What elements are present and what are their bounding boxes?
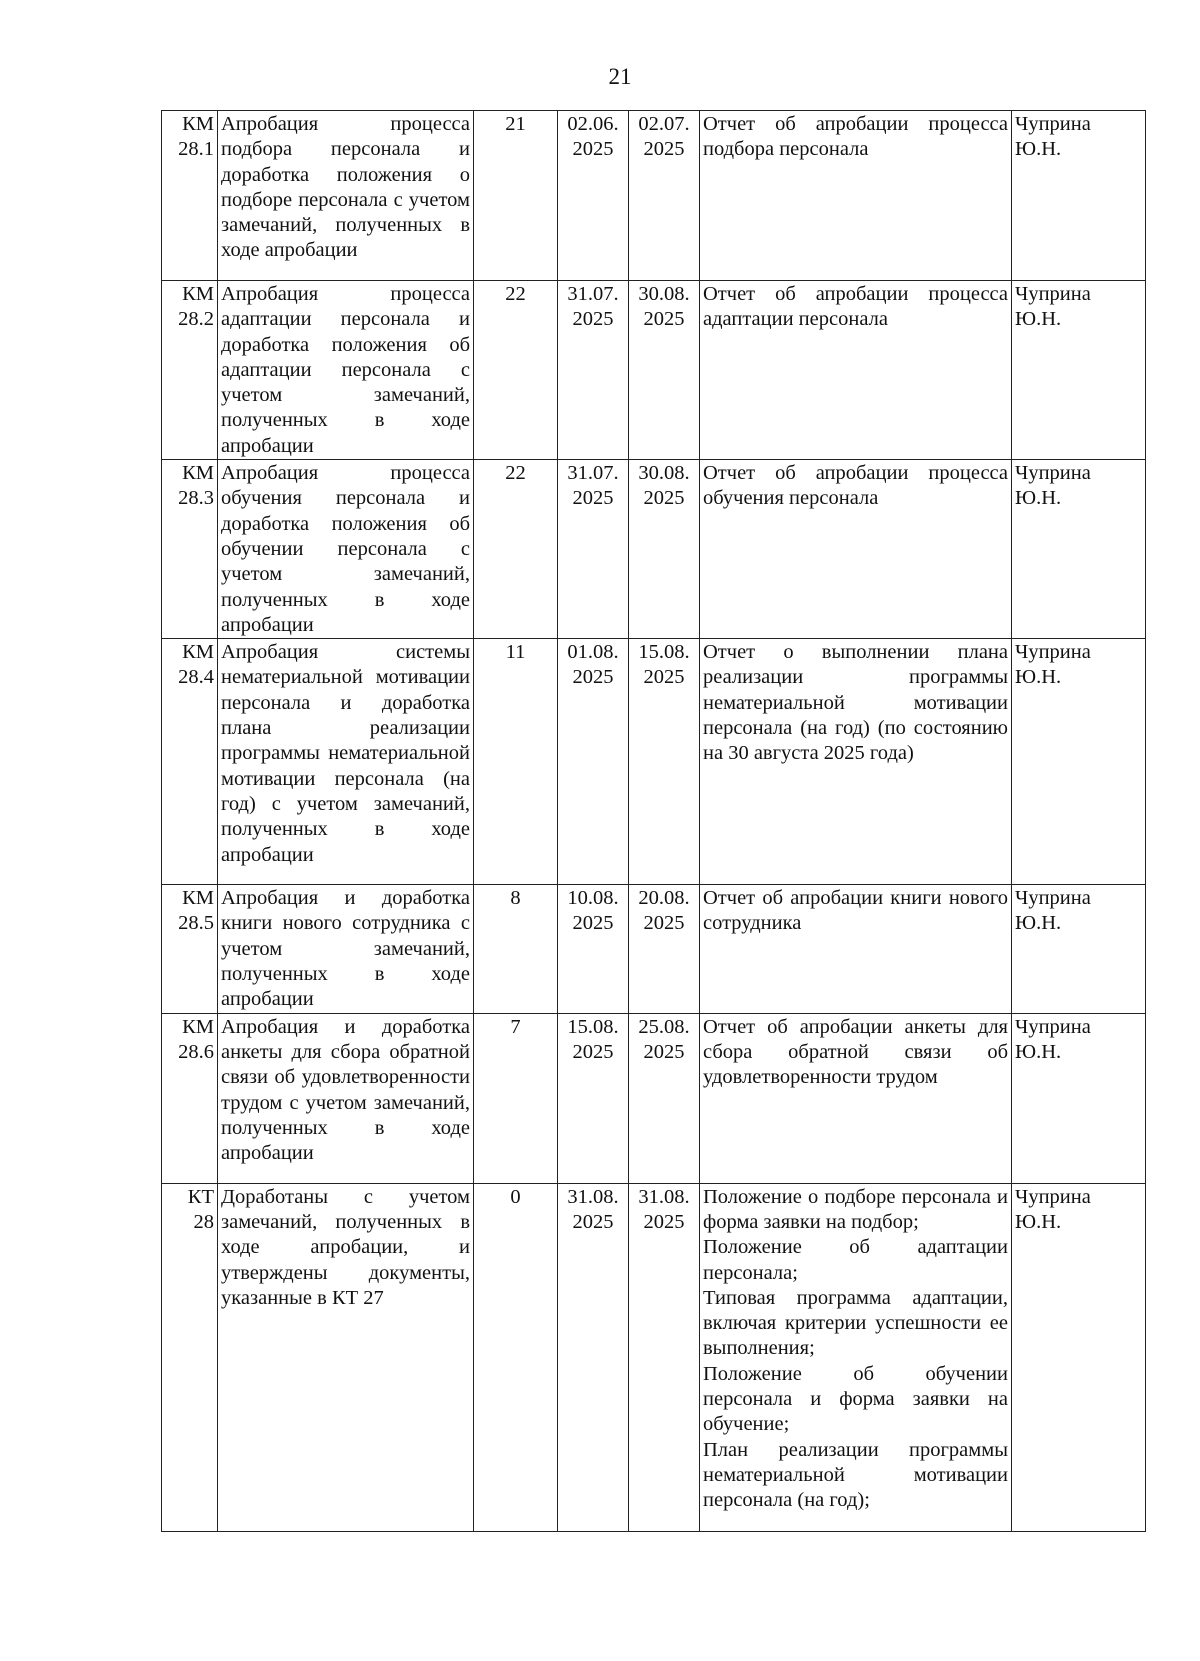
row-result: Отчет об апробации процесса обучения персонала — [700, 460, 1012, 639]
row-code: КМ 28.1 — [162, 111, 218, 281]
row-end-date: 20.08. 2025 — [629, 885, 700, 1013]
row-duration: 7 — [474, 1013, 558, 1183]
row-start-date: 15.08. 2025 — [558, 1013, 629, 1183]
row-end-date: 30.08. 2025 — [629, 460, 700, 639]
row-end-date: 31.08. 2025 — [629, 1183, 700, 1531]
row-result: Отчет об апробации анкеты для сбора обратной связи об удовлетворенности трудом — [700, 1013, 1012, 1183]
row-end-date: 25.08. 2025 — [629, 1013, 700, 1183]
page-number: 21 — [608, 64, 632, 89]
row-result: Отчет о выполнении плана реализации программы нематериальной мотивации персонала (на год) (по состоянию на 30 августа 2025 года) — [700, 639, 1012, 885]
result-document-item: Типовая программа адаптации, включая критерии успешности ее выполнения; — [703, 1286, 1008, 1360]
row-name: Апробация системы нематериальной мотивации персонала и доработка плана реализации программы нематериальной мотивации персонала (на год) с учетом замечаний, полученных в ходе апробации — [218, 639, 474, 885]
row-responsible: Чуприна Ю.Н. — [1012, 1183, 1146, 1531]
row-start-date: 01.08. 2025 — [558, 639, 629, 885]
result-document-item: Положение об обучении персонала и форма заявки на обучение; — [703, 1362, 1008, 1436]
result-document-item: Положение об адаптации персонала; — [703, 1236, 1008, 1284]
row-name: Доработаны с учетом замечаний, полученных в ходе апробации, и утверждены документы, указанные в КТ 27 — [218, 1183, 474, 1531]
result-document-item: Положение о подборе персонала и форма заявки на подбор; — [703, 1185, 1008, 1233]
row-responsible: Чуприна Ю.Н. — [1012, 639, 1146, 885]
row-start-date: 31.08. 2025 — [558, 1183, 629, 1531]
table-row — [162, 281, 1146, 460]
row-name: Апробация и доработка книги нового сотрудника с учетом замечаний, полученных в ходе апробации — [218, 885, 474, 1013]
row-start-date: 31.07. 2025 — [558, 281, 629, 460]
row-code: КМ 28.6 — [162, 1013, 218, 1183]
row-code: КМ 28.2 — [162, 281, 218, 460]
table-row — [162, 111, 1146, 281]
row-responsible: Чуприна Ю.Н. — [1012, 1013, 1146, 1183]
table-row — [162, 885, 1146, 1013]
table-row — [162, 639, 1146, 885]
result-document-item: План реализации программы нематериальной мотивации персонала (на год); — [703, 1438, 1008, 1512]
row-duration: 11 — [474, 639, 558, 885]
row-duration: 21 — [474, 111, 558, 281]
row-responsible: Чуприна Ю.Н. — [1012, 281, 1146, 460]
row-start-date: 02.06. 2025 — [558, 111, 629, 281]
row-end-date: 15.08. 2025 — [629, 639, 700, 885]
row-name: Апробация и доработка анкеты для сбора обратной связи об удовлетворенности трудом с учетом замечаний, полученных в ходе апробации — [218, 1013, 474, 1183]
row-result: Отчет об апробации книги нового сотрудника — [700, 885, 1012, 1013]
row-responsible: Чуприна Ю.Н. — [1012, 111, 1146, 281]
row-responsible: Чуприна Ю.Н. — [1012, 885, 1146, 1013]
row-name: Апробация процесса адаптации персонала и доработка положения об адаптации персонала с учетом замечаний, полученных в ходе апробации — [218, 281, 474, 460]
plan-table — [161, 110, 1146, 1532]
row-name: Апробация процесса обучения персонала и доработка положения об обучении персонала с учетом замечаний, полученных в ходе апробации — [218, 460, 474, 639]
row-duration: 22 — [474, 460, 558, 639]
row-end-date: 30.08. 2025 — [629, 281, 700, 460]
row-code: КТ 28 — [162, 1183, 218, 1531]
row-duration: 22 — [474, 281, 558, 460]
table-row — [162, 1013, 1146, 1183]
row-code: КМ 28.3 — [162, 460, 218, 639]
row-duration: 8 — [474, 885, 558, 1013]
row-result: Отчет об апробации процесса подбора персонала — [700, 111, 1012, 281]
row-end-date: 02.07. 2025 — [629, 111, 700, 281]
table-row — [162, 1183, 1146, 1531]
row-start-date: 10.08. 2025 — [558, 885, 629, 1013]
table-row — [162, 460, 1146, 639]
row-code: КМ 28.5 — [162, 885, 218, 1013]
row-code: КМ 28.4 — [162, 639, 218, 885]
row-result — [700, 1183, 1012, 1531]
row-start-date: 31.07. 2025 — [558, 460, 629, 639]
row-duration: 0 — [474, 1183, 558, 1531]
row-result: Отчет об апробации процесса адаптации персонала — [700, 281, 1012, 460]
row-name: Апробация процесса подбора персонала и доработка положения о подборе персонала с учетом замечаний, полученных в ходе апробации — [218, 111, 474, 281]
row-responsible: Чуприна Ю.Н. — [1012, 460, 1146, 639]
